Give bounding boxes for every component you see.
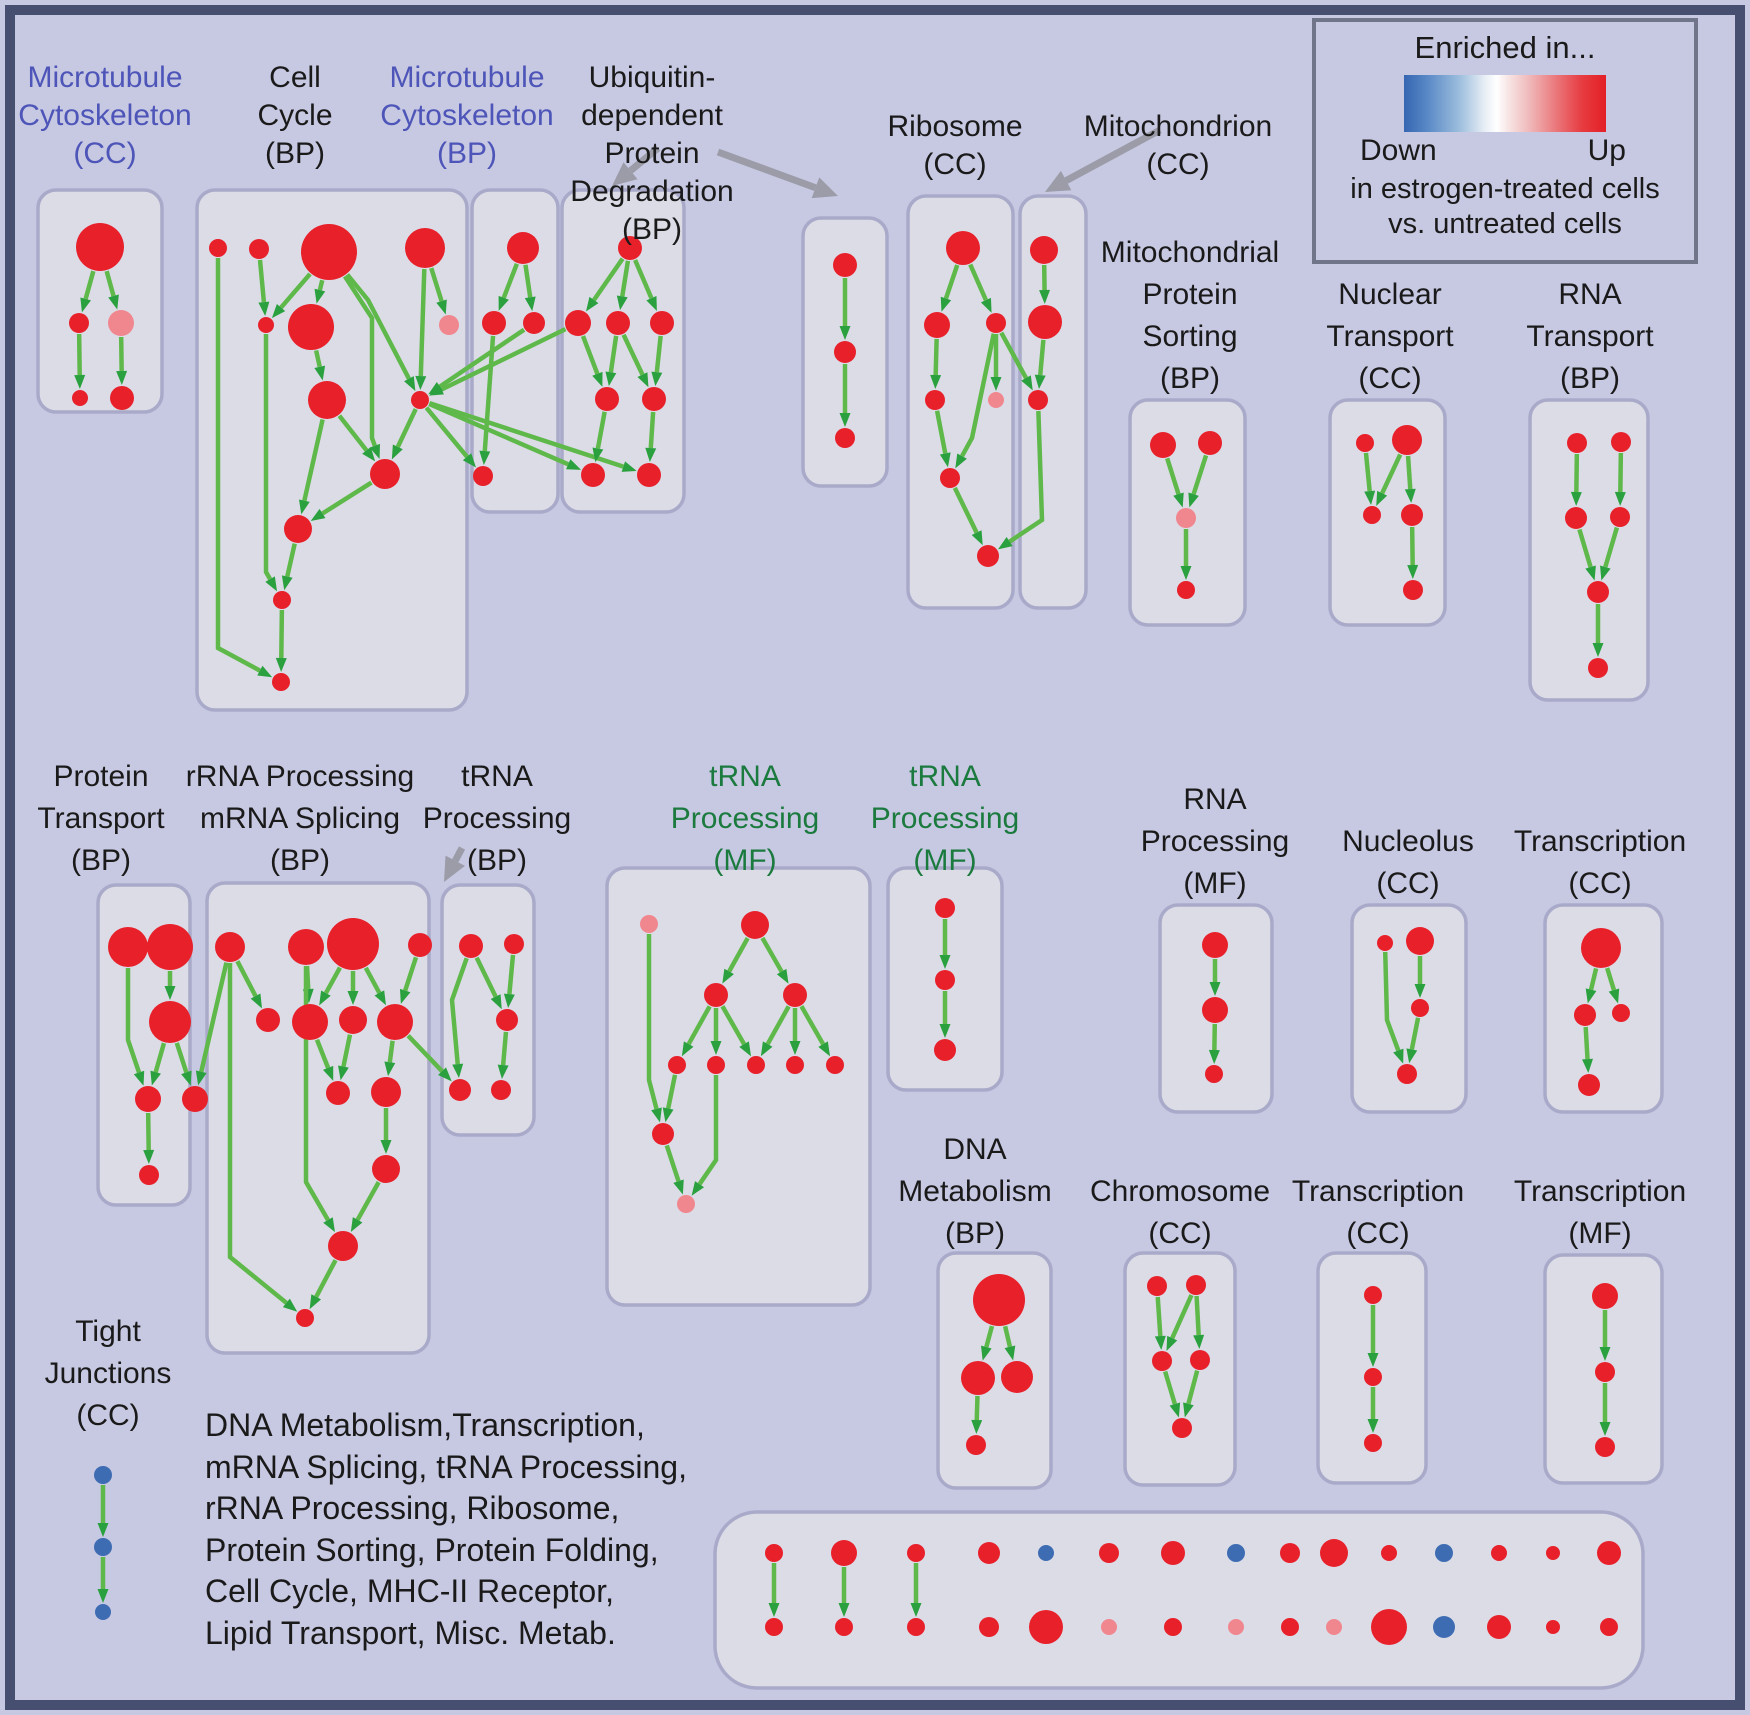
node-c4 bbox=[405, 228, 445, 268]
node-st9 bbox=[1280, 1543, 1300, 1563]
group-label-line: (BP) bbox=[437, 137, 497, 170]
node-s3 bbox=[1176, 508, 1196, 528]
group-label-line: Mitochondrion bbox=[1083, 110, 1273, 143]
node-g8 bbox=[826, 1056, 844, 1074]
node-f1 bbox=[1364, 1286, 1382, 1304]
node-a2 bbox=[69, 313, 89, 333]
group-label-line: Transcription bbox=[1291, 1175, 1465, 1208]
node-p5 bbox=[182, 1086, 208, 1112]
group-label-line: Protein bbox=[53, 760, 149, 793]
group-label-tight-junctions-cc bbox=[45, 1311, 172, 1437]
group-label-line: Processing bbox=[670, 802, 820, 835]
node-q2 bbox=[288, 929, 324, 965]
node-sb13 bbox=[1487, 1615, 1511, 1639]
node-st13 bbox=[1491, 1545, 1507, 1561]
node-r6 bbox=[940, 468, 960, 488]
node-y2 bbox=[1595, 1362, 1615, 1382]
node-sb1 bbox=[765, 1618, 783, 1636]
node-st7 bbox=[1161, 1541, 1185, 1565]
edge-z1-z2-head bbox=[98, 1523, 109, 1537]
node-sb5 bbox=[1029, 1610, 1063, 1644]
group-label-line: Transport bbox=[37, 802, 165, 835]
node-w4 bbox=[1401, 504, 1423, 526]
node-p3 bbox=[149, 1001, 191, 1043]
group-box-chromosome bbox=[1125, 1253, 1235, 1485]
group-label-line: Chromosome bbox=[1089, 1175, 1271, 1208]
node-q3 bbox=[327, 918, 379, 970]
node-w2 bbox=[1392, 425, 1422, 455]
summary-line: Lipid Transport, Misc. Metab. bbox=[205, 1614, 616, 1651]
node-g7 bbox=[786, 1056, 804, 1074]
edge-e1-e3-line bbox=[1158, 1297, 1161, 1336]
node-s4 bbox=[1177, 581, 1195, 599]
node-q8 bbox=[377, 1004, 413, 1040]
group-label-line: dependent bbox=[581, 99, 723, 132]
edge-u6-u8-line bbox=[651, 412, 653, 448]
node-st4 bbox=[978, 1542, 1000, 1564]
node-d4 bbox=[966, 1435, 986, 1455]
group-label-line: (CC) bbox=[1358, 362, 1422, 395]
group-label-line: Processing bbox=[422, 802, 572, 835]
group-label-line: (BP) bbox=[621, 213, 682, 246]
node-u5 bbox=[595, 387, 619, 411]
summary-text-block bbox=[205, 1405, 687, 1654]
group-label-mitochondrial-protein-sorting-bp bbox=[1101, 232, 1279, 400]
edge-c3-c6-line bbox=[320, 280, 322, 290]
node-br bbox=[296, 1309, 314, 1327]
node-v2 bbox=[834, 341, 856, 363]
group-label-line: (MF) bbox=[1183, 867, 1247, 900]
group-label-line: (BP) bbox=[1559, 362, 1620, 395]
group-label-line: Cytoskeleton bbox=[18, 99, 192, 132]
summary-line: Cell Cycle, MHC-II Receptor, bbox=[205, 1573, 614, 1609]
group-label-line: tRNA bbox=[461, 760, 533, 793]
group-box-trna-mf-1 bbox=[607, 868, 870, 1305]
node-sb3 bbox=[907, 1618, 925, 1636]
node-c13 bbox=[272, 673, 290, 691]
node-st12 bbox=[1435, 1544, 1453, 1562]
node-p1 bbox=[108, 927, 148, 967]
node-d3 bbox=[1001, 1361, 1033, 1393]
group-label-line: (CC) bbox=[1346, 1217, 1410, 1250]
node-x4 bbox=[1610, 507, 1630, 527]
node-sb8 bbox=[1228, 1619, 1244, 1635]
group-label-line: Ribosome bbox=[887, 110, 1023, 143]
node-a3 bbox=[108, 310, 134, 336]
node-st11 bbox=[1381, 1545, 1397, 1561]
node-sb6 bbox=[1101, 1619, 1117, 1635]
node-z2 bbox=[94, 1538, 112, 1556]
group-label-microtubule-cytoskeleton-bp bbox=[380, 59, 553, 173]
group-label-rrna-processing-mrna-splicing-bp bbox=[186, 756, 414, 882]
node-sb10 bbox=[1326, 1619, 1342, 1635]
node-st5 bbox=[1038, 1545, 1054, 1561]
edge-w4-w5-line bbox=[1412, 527, 1413, 565]
node-h3 bbox=[934, 1039, 956, 1061]
node-sb7 bbox=[1164, 1618, 1182, 1636]
node-h2 bbox=[935, 970, 955, 990]
group-label-line: Nuclear bbox=[1338, 278, 1442, 311]
legend-up-label: Up bbox=[1587, 134, 1626, 167]
node-c9 bbox=[411, 391, 429, 409]
node-t3 bbox=[1028, 390, 1048, 410]
group-label-line: Transport bbox=[1526, 320, 1654, 353]
node-q1 bbox=[215, 932, 245, 962]
node-u2 bbox=[565, 310, 591, 336]
edge-x2-x4-line bbox=[1620, 453, 1621, 492]
node-w3 bbox=[1363, 506, 1381, 524]
group-label-line: (CC) bbox=[1376, 867, 1440, 900]
node-e3 bbox=[1152, 1351, 1172, 1371]
group-label-line: (CC) bbox=[76, 1399, 140, 1432]
node-e5 bbox=[1172, 1418, 1192, 1438]
node-p6 bbox=[139, 1165, 159, 1185]
group-label-trna-processing-mf-1 bbox=[671, 756, 819, 882]
node-q5 bbox=[256, 1008, 280, 1032]
group-label-line: Processing bbox=[1140, 825, 1290, 858]
node-cr2 bbox=[328, 1231, 358, 1261]
node-i2 bbox=[1202, 997, 1228, 1023]
node-tb5 bbox=[491, 1080, 511, 1100]
node-u8 bbox=[637, 463, 661, 487]
edge-c12-c13-line bbox=[281, 610, 282, 658]
summary-line: DNA Metabolism,Transcription, bbox=[205, 1407, 645, 1443]
group-label-line: (CC) bbox=[923, 148, 987, 181]
group-box-misc-strip bbox=[715, 1512, 1643, 1688]
node-sb12 bbox=[1433, 1616, 1455, 1638]
node-u7 bbox=[581, 463, 605, 487]
group-label-line: Tight bbox=[75, 1315, 141, 1348]
node-g1 bbox=[741, 911, 769, 939]
node-st10 bbox=[1320, 1539, 1348, 1567]
node-j2 bbox=[1406, 927, 1434, 955]
node-g9 bbox=[652, 1123, 674, 1145]
node-r4 bbox=[925, 390, 945, 410]
group-label-line: Transcription bbox=[1513, 1175, 1687, 1208]
node-m2 bbox=[482, 311, 506, 335]
group-label-transcription-cc-row2 bbox=[1514, 821, 1686, 905]
edge-q8-L3-line bbox=[390, 1041, 393, 1062]
node-w5 bbox=[1403, 580, 1423, 600]
node-L3 bbox=[371, 1077, 401, 1107]
group-label-transcription-cc-row3 bbox=[1292, 1171, 1464, 1255]
node-m1 bbox=[507, 232, 539, 264]
node-a1 bbox=[76, 223, 124, 271]
edge-x1-x3-line bbox=[1576, 454, 1577, 492]
group-label-trna-processing-bp bbox=[423, 756, 571, 882]
node-g2 bbox=[704, 983, 728, 1007]
group-label-line: (MF) bbox=[1568, 1217, 1632, 1250]
group-label-line: RNA bbox=[1183, 783, 1247, 816]
node-e1 bbox=[1147, 1276, 1167, 1296]
group-label-line: DNA bbox=[943, 1133, 1007, 1166]
group-label-line: Processing bbox=[870, 802, 1020, 835]
node-tb4 bbox=[449, 1079, 471, 1101]
node-sb9 bbox=[1281, 1618, 1299, 1636]
node-i3 bbox=[1205, 1065, 1223, 1083]
legend-gradient-bar bbox=[1404, 75, 1606, 132]
group-label-line: Metabolism bbox=[898, 1175, 1052, 1208]
node-v3 bbox=[835, 428, 855, 448]
node-sb11 bbox=[1371, 1609, 1407, 1645]
node-r7 bbox=[977, 545, 999, 567]
legend-down-label: Down bbox=[1360, 134, 1437, 167]
node-x2 bbox=[1611, 432, 1631, 452]
node-w1 bbox=[1356, 434, 1374, 452]
node-sb14 bbox=[1546, 1620, 1560, 1634]
node-y3 bbox=[1595, 1437, 1615, 1457]
node-st6 bbox=[1099, 1543, 1119, 1563]
edge-q1-p5-head bbox=[196, 1070, 207, 1085]
group-label-line: (CC) bbox=[1568, 867, 1632, 900]
group-label-line: tRNA bbox=[709, 760, 781, 793]
node-u6 bbox=[642, 387, 666, 411]
node-g3 bbox=[783, 983, 807, 1007]
summary-line: mRNA Splicing, tRNA Processing, bbox=[205, 1448, 687, 1485]
node-k1 bbox=[1581, 928, 1621, 968]
node-z1 bbox=[94, 1466, 112, 1484]
group-label-line: (BP) bbox=[1159, 362, 1220, 395]
group-label-mitochondrion-cc bbox=[1084, 108, 1272, 184]
node-i1 bbox=[1202, 932, 1228, 958]
group-label-line: Sorting bbox=[1142, 320, 1238, 353]
group-label-line: (CC) bbox=[1148, 1217, 1212, 1250]
node-h1 bbox=[935, 898, 955, 918]
group-label-line: (BP) bbox=[467, 844, 527, 877]
node-f3 bbox=[1364, 1434, 1382, 1452]
group-label-line: (MF) bbox=[713, 844, 777, 877]
node-t2 bbox=[1028, 305, 1062, 339]
node-q4 bbox=[408, 933, 432, 957]
group-label-line: Microtubule bbox=[27, 61, 183, 94]
node-k3 bbox=[1612, 1004, 1630, 1022]
node-c6 bbox=[288, 304, 334, 350]
node-g5 bbox=[707, 1056, 725, 1074]
node-z3 bbox=[95, 1604, 111, 1620]
node-j3 bbox=[1411, 999, 1429, 1017]
node-r3 bbox=[986, 313, 1006, 333]
group-label-line: mRNA Splicing bbox=[199, 802, 401, 835]
group-label-rna-processing-mf bbox=[1141, 779, 1289, 905]
node-c10 bbox=[370, 459, 400, 489]
group-label-line: Microtubule bbox=[389, 61, 545, 94]
node-p2 bbox=[147, 924, 193, 970]
group-label-nuclear-transport-cc bbox=[1326, 274, 1453, 400]
legend-subtitle-line1: in estrogen-treated cells bbox=[1350, 173, 1660, 205]
node-st2 bbox=[831, 1540, 857, 1566]
group-label-line: Ubiquitin- bbox=[588, 61, 716, 94]
node-q7 bbox=[339, 1006, 367, 1034]
node-j4 bbox=[1397, 1064, 1417, 1084]
node-k4 bbox=[1578, 1074, 1600, 1096]
group-label-line: RNA bbox=[1558, 278, 1622, 311]
node-st8 bbox=[1227, 1544, 1245, 1562]
group-label-trna-processing-mf-2 bbox=[871, 756, 1019, 882]
edge-tb3-tb5-line bbox=[503, 1032, 506, 1065]
summary-line: rRNA Processing, Ribosome, bbox=[205, 1490, 620, 1526]
node-tb3 bbox=[496, 1009, 518, 1031]
node-tb1 bbox=[459, 934, 483, 958]
node-st3 bbox=[907, 1544, 925, 1562]
group-label-line: (MF) bbox=[913, 844, 977, 877]
edge-w2-w4-line bbox=[1408, 456, 1410, 489]
group-label-ribosome-cc bbox=[887, 108, 1022, 184]
node-g10 bbox=[677, 1195, 695, 1213]
node-sb2 bbox=[835, 1618, 853, 1636]
node-g4 bbox=[668, 1056, 686, 1074]
group-label-line: (BP) bbox=[269, 844, 330, 877]
node-L2 bbox=[326, 1081, 350, 1105]
group-label-line: Junctions bbox=[44, 1357, 172, 1390]
edge-a2-a4-line bbox=[79, 334, 80, 375]
node-r1 bbox=[946, 231, 980, 265]
node-y1 bbox=[1592, 1283, 1618, 1309]
group-label-dna-metabolism-bp bbox=[898, 1129, 1051, 1255]
group-label-line: Cycle bbox=[257, 99, 333, 132]
node-p4 bbox=[135, 1086, 161, 1112]
node-sb4 bbox=[979, 1617, 999, 1637]
group-label-line: Protein bbox=[1142, 278, 1238, 311]
node-st1 bbox=[765, 1544, 783, 1562]
node-c11 bbox=[284, 515, 312, 543]
node-c1 bbox=[209, 239, 227, 257]
edge-r2-r4-line bbox=[936, 339, 937, 375]
edge-z2-z3-head bbox=[98, 1589, 109, 1603]
arrow-to-ubiquitin-box-b-head bbox=[812, 177, 838, 198]
group-label-line: Cell bbox=[269, 61, 321, 94]
group-label-line: Cytoskeleton bbox=[380, 99, 554, 132]
node-q6 bbox=[292, 1004, 328, 1040]
node-r2 bbox=[924, 312, 950, 338]
node-e2 bbox=[1186, 1275, 1206, 1295]
node-u4 bbox=[650, 311, 674, 335]
node-m4 bbox=[473, 466, 493, 486]
group-label-line: rRNA Processing bbox=[185, 760, 415, 793]
edge-d2-d4-line bbox=[977, 1396, 978, 1420]
node-s1 bbox=[1150, 432, 1176, 458]
group-box-nuclear-transport bbox=[1330, 400, 1445, 625]
node-x6 bbox=[1588, 658, 1608, 678]
group-label-line: tRNA bbox=[909, 760, 981, 793]
group-label-transcription-mf bbox=[1514, 1171, 1686, 1255]
node-x5 bbox=[1587, 581, 1609, 603]
node-k2 bbox=[1574, 1004, 1596, 1026]
node-cr1 bbox=[372, 1155, 400, 1183]
group-label-chromosome-cc bbox=[1090, 1171, 1270, 1255]
group-label-line: Transport bbox=[1326, 320, 1454, 353]
node-tb2 bbox=[504, 934, 524, 954]
group-label-rna-transport-bp bbox=[1526, 274, 1653, 400]
group-label-line: Mitochondrial bbox=[1100, 236, 1280, 269]
group-label-line: (BP) bbox=[70, 844, 131, 877]
node-c12 bbox=[273, 591, 291, 609]
summary-line: Protein Sorting, Protein Folding, bbox=[205, 1531, 659, 1568]
group-label-ubiquitin-degradation-bp bbox=[570, 59, 733, 249]
edge-t2-t3-line bbox=[1040, 340, 1043, 375]
node-c5 bbox=[258, 317, 274, 333]
group-label-line: (CC) bbox=[1146, 148, 1210, 181]
node-u3 bbox=[606, 311, 630, 335]
legend-title: Enriched in... bbox=[1414, 30, 1596, 65]
node-t1 bbox=[1030, 236, 1058, 264]
group-label-protein-transport-bp bbox=[37, 756, 164, 882]
node-g0 bbox=[640, 915, 658, 933]
legend-box bbox=[1312, 18, 1698, 264]
group-label-cell-cycle-bp bbox=[257, 59, 332, 173]
node-c2 bbox=[249, 239, 269, 259]
group-label-line: Degradation bbox=[570, 175, 734, 208]
group-label-line: Protein bbox=[604, 137, 700, 170]
node-a4 bbox=[72, 390, 88, 406]
node-j1 bbox=[1377, 935, 1393, 951]
node-f2 bbox=[1364, 1368, 1382, 1386]
node-d1 bbox=[973, 1274, 1025, 1326]
group-label-line: (BP) bbox=[944, 1217, 1005, 1250]
group-label-line: (BP) bbox=[264, 137, 325, 170]
node-c3 bbox=[301, 224, 357, 280]
node-d2 bbox=[961, 1361, 995, 1395]
group-label-nucleolus-cc bbox=[1342, 821, 1474, 905]
node-r5 bbox=[988, 392, 1004, 408]
node-g6 bbox=[747, 1056, 765, 1074]
node-s2 bbox=[1198, 431, 1222, 455]
node-c8 bbox=[308, 381, 346, 419]
node-e4 bbox=[1190, 1350, 1210, 1370]
node-st15 bbox=[1597, 1541, 1621, 1565]
node-v1 bbox=[833, 253, 857, 277]
group-label-line: Transcription bbox=[1513, 825, 1687, 858]
group-label-line: Nucleolus bbox=[1342, 825, 1474, 858]
edge-e2-e4-line bbox=[1197, 1296, 1199, 1335]
node-x1 bbox=[1567, 433, 1587, 453]
node-m3 bbox=[523, 312, 545, 334]
node-x3 bbox=[1565, 507, 1587, 529]
legend-subtitle-line2: vs. untreated cells bbox=[1388, 208, 1622, 240]
edge-k2-k4-line bbox=[1586, 1027, 1588, 1059]
node-c7 bbox=[439, 315, 459, 335]
group-label-microtubule-cytoskeleton-cc bbox=[18, 59, 191, 173]
node-a5 bbox=[110, 386, 134, 410]
node-st14 bbox=[1546, 1546, 1560, 1560]
node-sb15 bbox=[1600, 1618, 1618, 1636]
group-label-line: (CC) bbox=[73, 137, 137, 170]
